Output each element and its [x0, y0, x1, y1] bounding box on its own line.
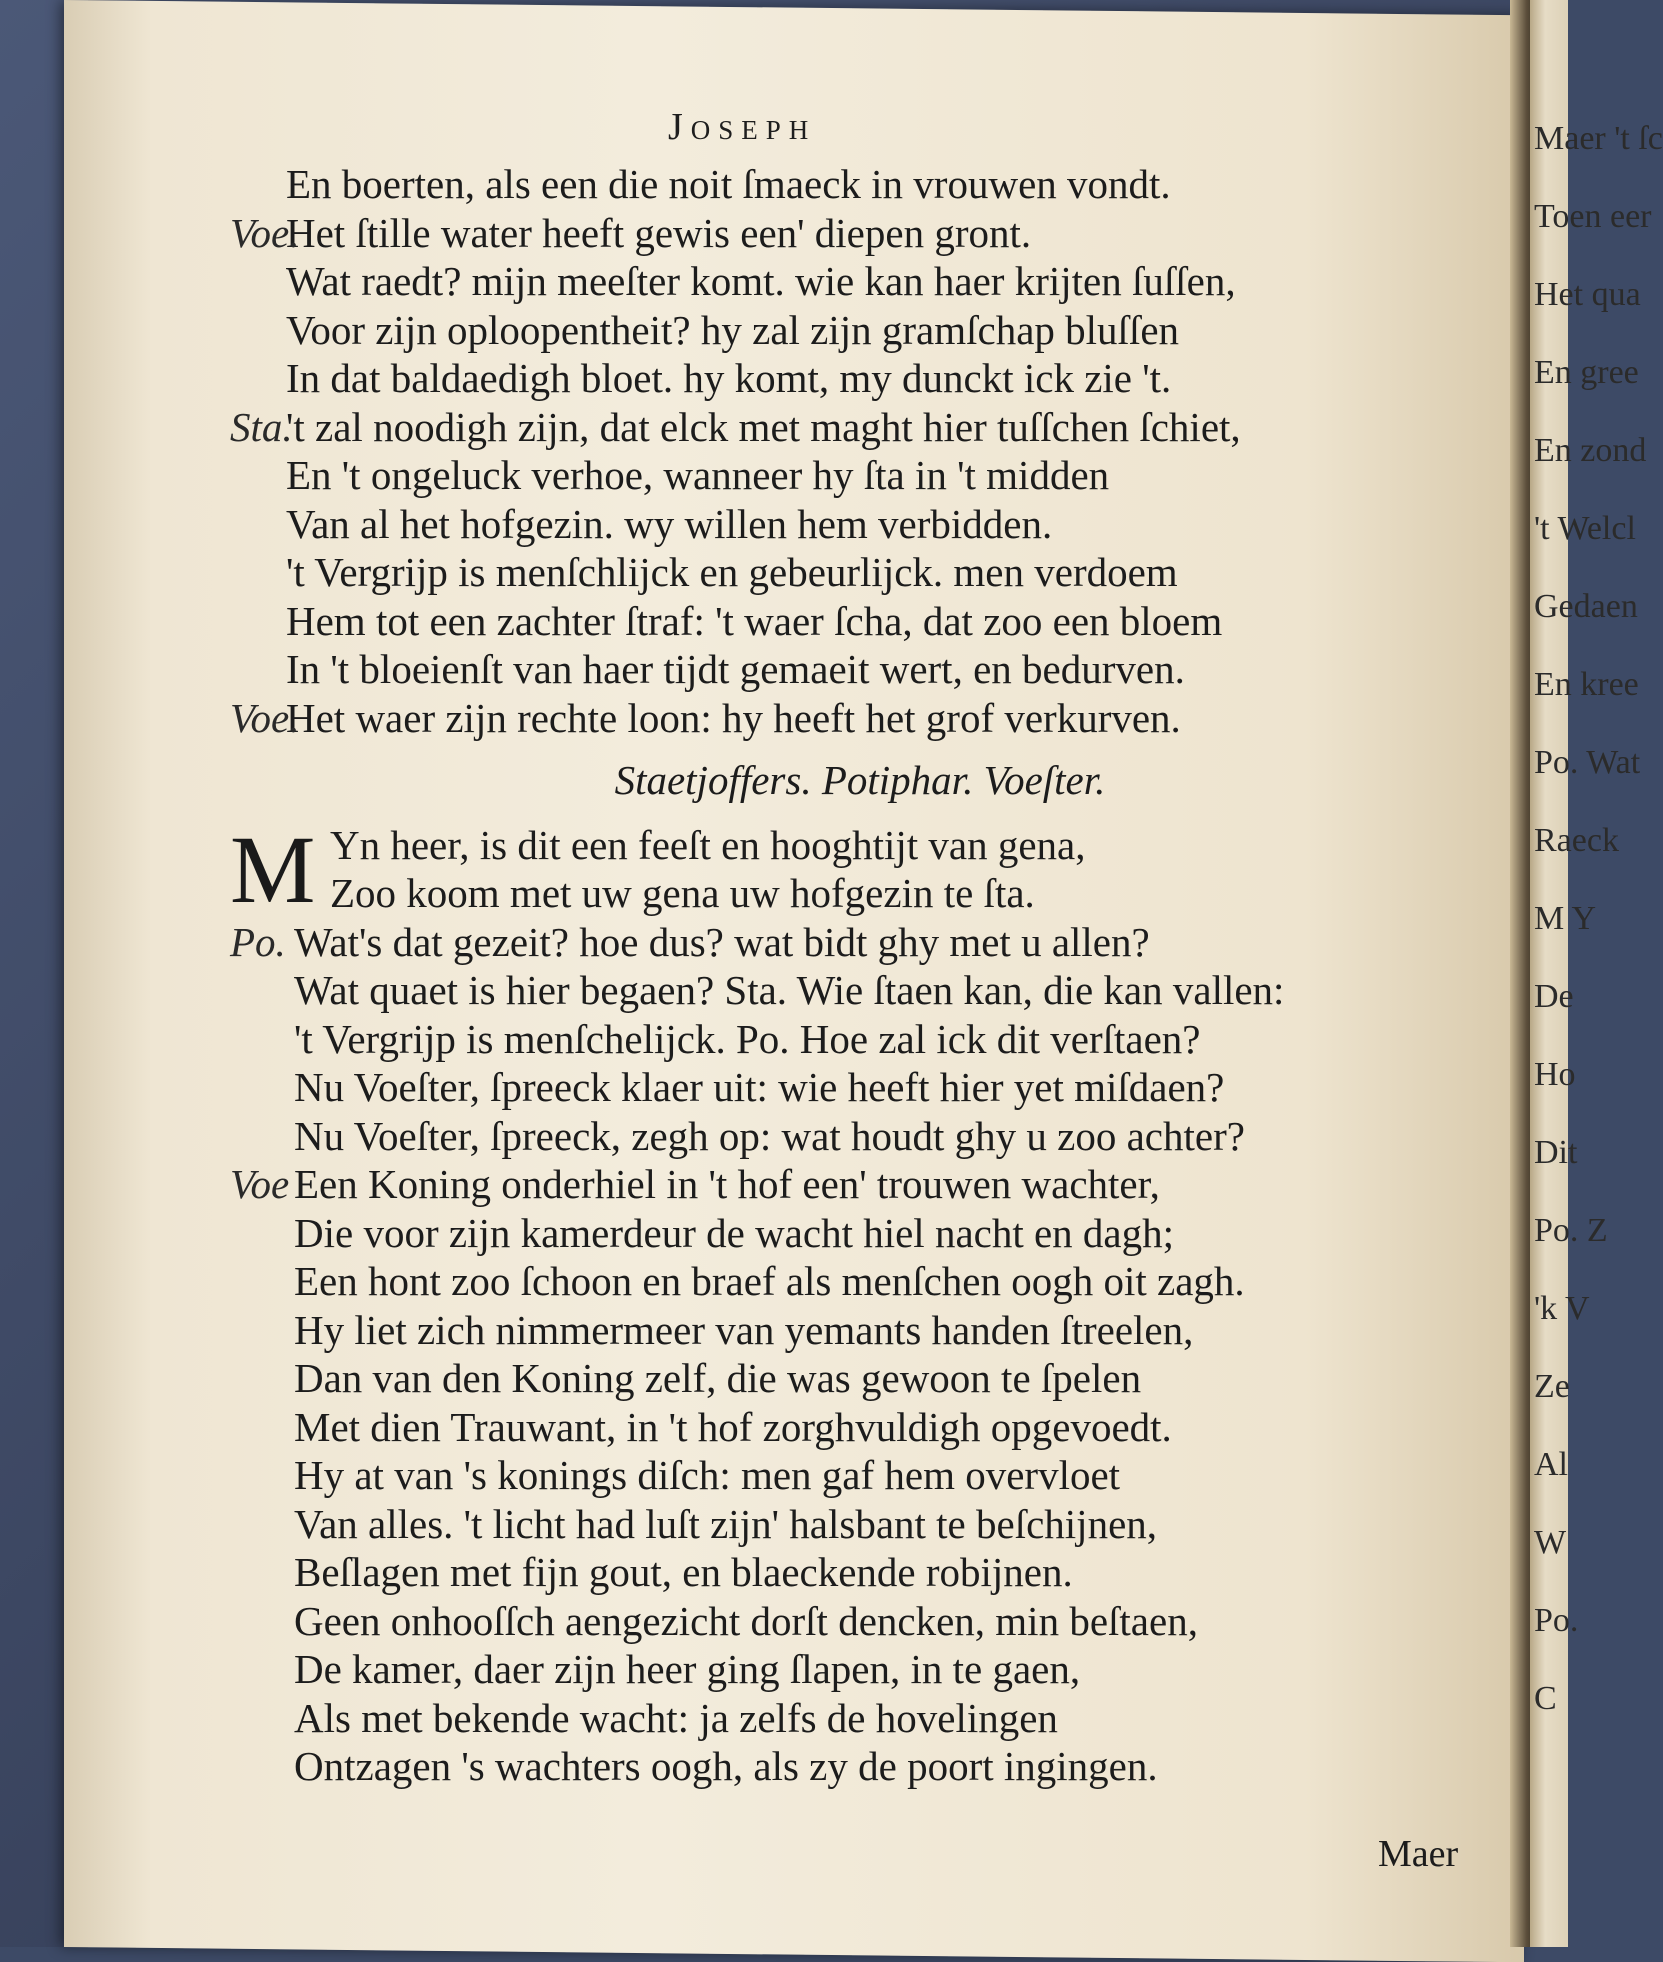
- verse-text-line: Als met bekende wacht: ja zelfs de hovelingen: [294, 1694, 1058, 1741]
- verse-line: [230, 209, 1450, 258]
- verse-text-line: Ontzagen 's wachters oogh, als zy de poort ingingen.: [294, 1743, 1158, 1789]
- speaker-label: Voe.: [230, 694, 300, 741]
- verse-text-line: Van alles. 't licht had luſt zijn' halsbant te beſchijnen,: [294, 1500, 1158, 1547]
- verse-line: [230, 160, 1450, 209]
- facing-page-fragment: En zond: [1534, 432, 1647, 469]
- verse-text-line: 't Vergrijp is menſchelijck. Po. Hoe zal ick dit verſtaen?: [294, 1015, 1201, 1062]
- facing-page-edge: [1530, 0, 1663, 1947]
- verse-line: [230, 1597, 1450, 1646]
- facing-page-fragment: De: [1534, 978, 1574, 1015]
- facing-page-fragment: C: [1534, 1680, 1557, 1717]
- facing-page-fragment: Maer 't ſc: [1534, 120, 1663, 157]
- facing-page-fragment: Po. Wat: [1534, 744, 1641, 781]
- facing-page-fragment: 'k V: [1534, 1290, 1590, 1327]
- verse-line: [230, 1112, 1450, 1161]
- verse-line: [230, 645, 1450, 694]
- catchword: Maer: [1378, 1833, 1459, 1875]
- verse-text-line: Wat raedt? mijn meeſter komt. wie kan haer krijten ſuſſen,: [286, 258, 1236, 304]
- verse-line: [230, 403, 1450, 452]
- verse-text-line: Hem tot een zachter ſtraf: 't waer ſcha, dat zoo een bloem: [286, 597, 1223, 644]
- verse-line: [230, 1742, 1450, 1791]
- stage-direction: Staetjoffers. Potiphar. Voeſter.: [614, 757, 1106, 803]
- facing-page-fragment: Ze: [1534, 1368, 1570, 1405]
- verse-text-line: Wat's dat gezeit? hoe dus? wat bidt ghy met u allen?: [294, 918, 1150, 965]
- verse-text-line: Een hont zoo ſchoon en braef als menſchen oogh oit zagh.: [294, 1258, 1245, 1304]
- facing-page-fragment: Gedaen: [1534, 588, 1638, 625]
- facing-page-fragment: Po. Z: [1534, 1212, 1608, 1249]
- verse-text: [230, 160, 1450, 1791]
- facing-page-fragment: Dit: [1534, 1134, 1578, 1171]
- verse-text-line: Dan van den Koning zelf, die was gewoon te ſpelen: [294, 1355, 1142, 1401]
- verse-line: [230, 1354, 1450, 1403]
- drop-cap: M: [230, 815, 316, 923]
- verse-text-line: Voor zijn oploopentheit? hy zal zijn gramſchap bluſſen: [286, 306, 1180, 353]
- verse-line: Yn heer, is dit een feeſt en hooghtijt van gena,: [330, 821, 1086, 868]
- facing-page-fragment: 't Welcl: [1534, 510, 1636, 547]
- verse-line: [230, 1645, 1450, 1694]
- verse-line: [230, 1015, 1450, 1064]
- verse-line: [230, 500, 1450, 549]
- verse-text-line: Van al het hofgezin. wy willen hem verbidden.: [286, 500, 1053, 547]
- verse-text-line: Het waer zijn rechte loon: hy heeft het grof verkurven.: [286, 694, 1181, 741]
- verse-line: [230, 694, 1450, 743]
- verse-text-line: En boerten, als een die noit ſmaeck in vrouwen vondt.: [286, 161, 1171, 207]
- verse-text-line: 't Vergrijp is menſchlijck en gebeurlijck. men verdoem: [286, 549, 1178, 595]
- speaker-label: Voe: [230, 1161, 290, 1207]
- facing-page-fragment: Po.: [1534, 1602, 1579, 1639]
- verse-line: [230, 1063, 1450, 1112]
- verse-line: [230, 354, 1450, 403]
- verse-line: [230, 1209, 1450, 1258]
- verse-line: [230, 1306, 1450, 1355]
- verse-text-line: 't zal noodigh zijn, dat elck met maght hier tuſſchen ſchiet,: [286, 403, 1241, 450]
- verse-text-line: De kamer, daer zijn heer ging ſlapen, in te gaen,: [294, 1646, 1081, 1692]
- facing-page-fragment: M Y: [1534, 900, 1597, 937]
- verse-text-line: Het ſtille water heeft gewis een' diepen gront.: [286, 209, 1032, 256]
- verse-line: [230, 548, 1450, 597]
- dropcap-block: [230, 815, 1450, 923]
- verse-text-line: In dat baldaedigh bloet. hy komt, my dunckt ick zie 't.: [286, 355, 1172, 401]
- verse-line: [230, 257, 1450, 306]
- verse-line: [230, 1160, 1450, 1209]
- verse-line: [230, 918, 1450, 967]
- verse-line: [230, 306, 1450, 355]
- speaker-label: Voe.: [230, 209, 300, 256]
- speaker-label: Sta.: [230, 403, 293, 450]
- facing-page-fragment: Al: [1534, 1446, 1568, 1483]
- facing-page-fragment: Het qua: [1534, 276, 1641, 313]
- verse-text-line: Hy liet zich nimmermeer van yemants handen ſtreelen,: [294, 1306, 1194, 1353]
- facing-page-fragment: Toen eer: [1534, 198, 1652, 235]
- verse-text-line: Die voor zijn kamerdeur de wacht hiel nacht en dagh;: [294, 1209, 1175, 1256]
- facing-page-fragment: En gree: [1534, 354, 1639, 391]
- verse-text-line: Nu Voeſter, ſpreeck, zegh op: wat houdt ghy u zoo achter?: [294, 1112, 1245, 1159]
- verse-line: [230, 966, 1450, 1015]
- verse-line: [230, 1451, 1450, 1500]
- verse-text-line: Wat quaet is hier begaen? Sta. Wie ſtaen kan, die kan vallen:: [294, 967, 1285, 1013]
- verse-line: [230, 1548, 1450, 1597]
- verse-text-line: Een Koning onderhiel in 't hof een' trouwen wachter,: [294, 1161, 1160, 1207]
- verse-text-line: Nu Voeſter, ſpreeck klaer uit: wie heeft hier yet miſdaen?: [294, 1064, 1225, 1110]
- speaker-label: Po.: [230, 918, 286, 965]
- verse-text-line: Hy at van 's konings diſch: men gaf hem overvloet: [294, 1452, 1121, 1498]
- facing-page-fragment: Raeck: [1534, 822, 1619, 859]
- verse-line: [230, 1500, 1450, 1549]
- verse-text-line: In 't bloeienſt van haer tijdt gemaeit wert, en bedurven.: [286, 646, 1185, 692]
- verse-line: [230, 1403, 1450, 1452]
- running-head: Joseph: [668, 106, 817, 148]
- facing-page-fragment: W: [1534, 1524, 1567, 1561]
- verse-text-line: Geen onhooſſch aengezicht dorſt dencken, min beſtaen,: [294, 1597, 1198, 1644]
- facing-page-fragment: Ho: [1534, 1056, 1576, 1093]
- verse-line: Zoo koom met uw gena uw hofgezin te ſta.: [330, 870, 1035, 916]
- verse-line: [230, 597, 1450, 646]
- verse-line: [230, 451, 1450, 500]
- facing-page-fragment: En kree: [1534, 666, 1639, 703]
- verse-line: [230, 1694, 1450, 1743]
- verse-line: [230, 1257, 1450, 1306]
- verse-text-line: En 't ongeluck verhoe, wanneer hy ſta in 't midden: [286, 452, 1110, 498]
- verse-text-line: Met dien Trauwant, in 't hof zorghvuldigh opgevoedt.: [294, 1403, 1172, 1450]
- verse-text-line: Beſlagen met fijn gout, en blaeckende robijnen.: [294, 1549, 1073, 1595]
